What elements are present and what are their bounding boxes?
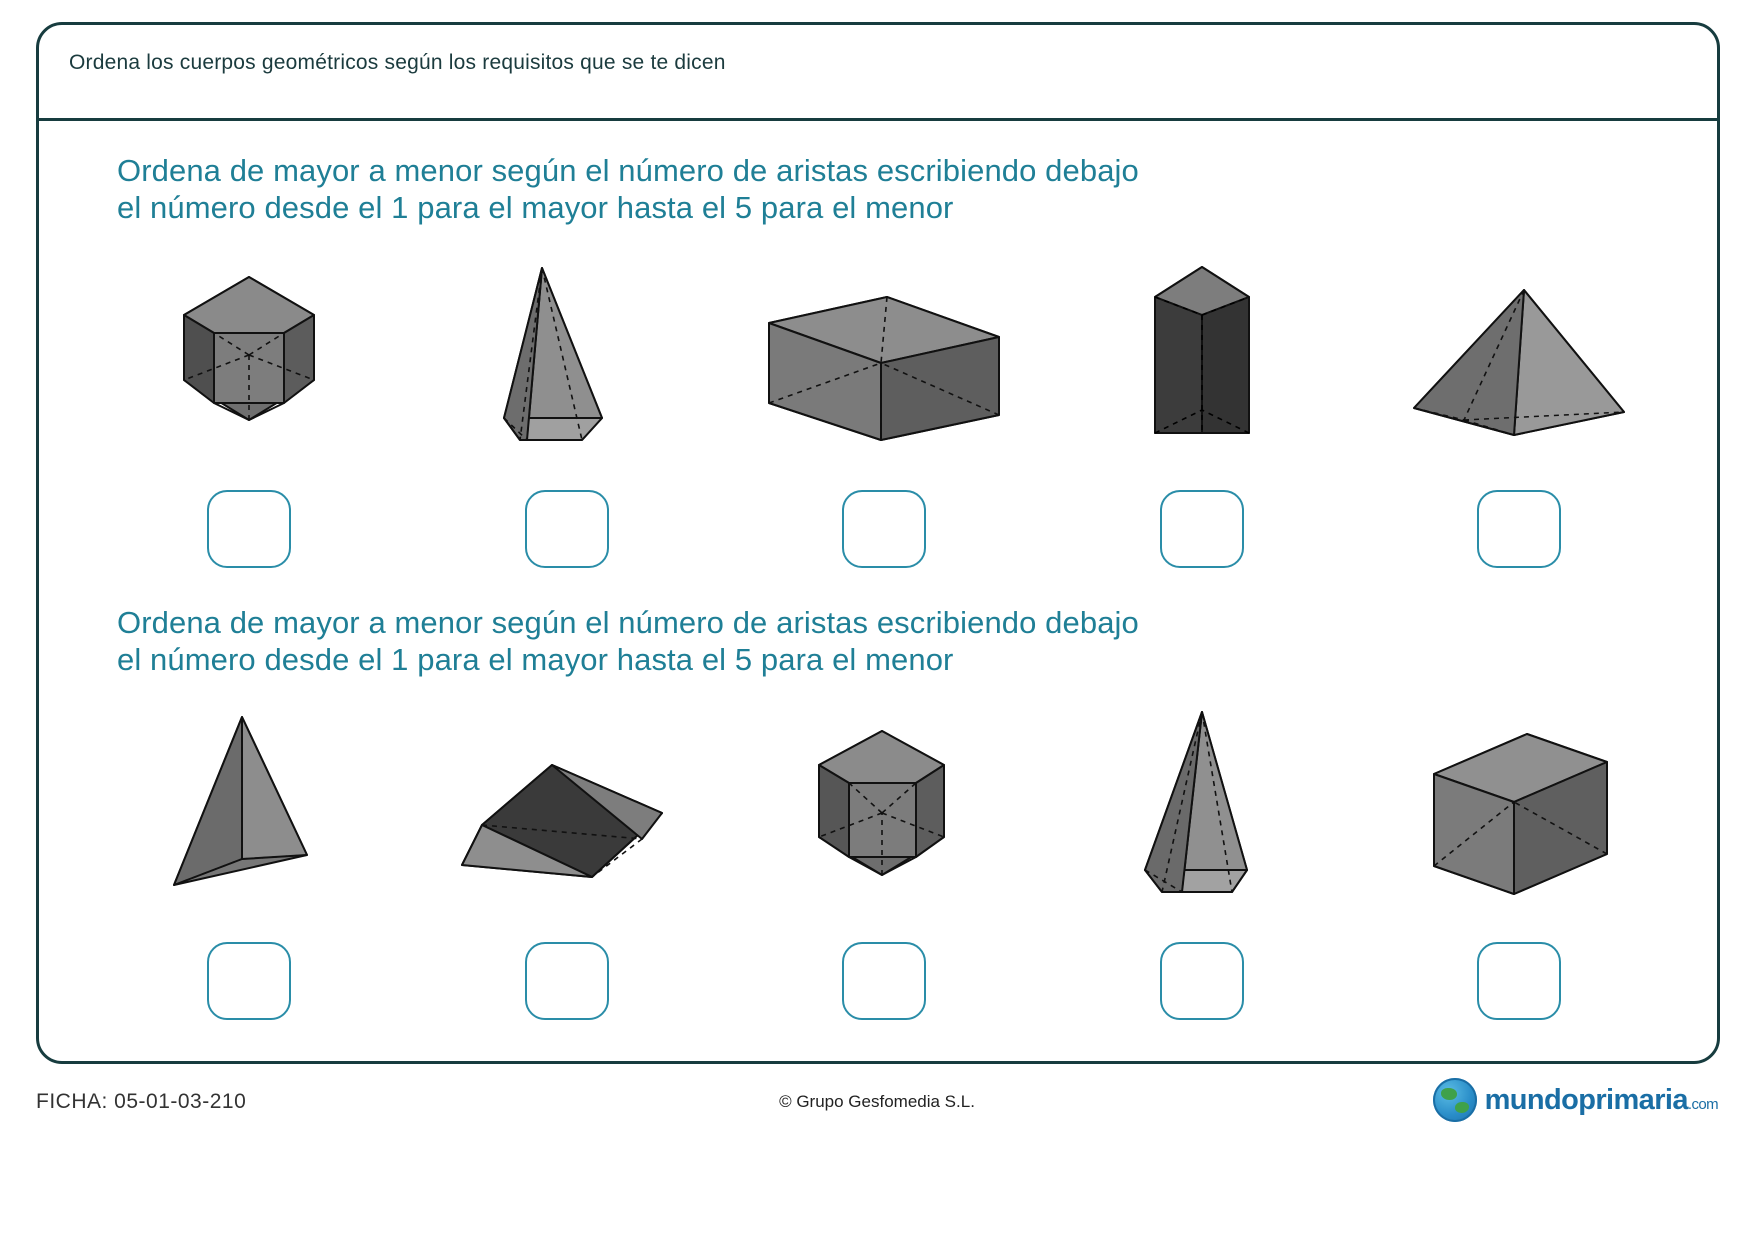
figure-pentagonal-pyramid-tall xyxy=(417,245,717,455)
triangular-prism-horizontal-icon xyxy=(452,747,682,907)
answer-box-2-2[interactable] xyxy=(525,942,609,1020)
answer-boxes-row-2 xyxy=(99,942,1669,1020)
answer-boxes-row-1 xyxy=(99,490,1669,568)
answer-box-1-5[interactable] xyxy=(1477,490,1561,568)
worksheet-footer xyxy=(0,1078,1754,1158)
answer-box-1-4[interactable] xyxy=(1160,490,1244,568)
square-pyramid-wide-icon xyxy=(1404,280,1634,455)
worksheet-header xyxy=(39,25,1717,121)
pentagonal-prism-short-icon xyxy=(794,717,974,907)
answer-box-2-3[interactable] xyxy=(842,942,926,1020)
answer-box-1-3[interactable] xyxy=(842,490,926,568)
answer-cell xyxy=(1369,490,1669,568)
copyright-text: © Grupo Gesfomedia S.L. xyxy=(779,1092,975,1111)
instruction-line-2: el número desde el 1 para el mayor hasta el 5 para el menor xyxy=(117,641,954,677)
figure-rectangular-prism xyxy=(734,245,1034,455)
logo-name: mundoprimaria xyxy=(1484,1083,1688,1116)
ficha-code: FICHA: 05-01-03-210 xyxy=(36,1090,247,1113)
answer-cell xyxy=(99,942,399,1020)
answer-cell xyxy=(417,942,717,1020)
pentagonal-pyramid-tall-icon xyxy=(482,250,652,455)
answer-cell xyxy=(417,490,717,568)
answer-box-1-1[interactable] xyxy=(207,490,291,568)
answer-box-2-1[interactable] xyxy=(207,942,291,1020)
instruction-line-1: Ordena de mayor a menor según el número de aristas escribiendo debajo xyxy=(117,605,1139,640)
answer-cell xyxy=(1052,942,1352,1020)
figures-row-1 xyxy=(99,245,1669,455)
cube-icon xyxy=(1419,722,1619,907)
instruction-text-1 xyxy=(117,153,1517,226)
figure-triangular-pyramid xyxy=(99,697,399,907)
answer-cell xyxy=(1052,490,1352,568)
pentagonal-pyramid-slim-icon xyxy=(1127,702,1277,907)
brand-logo[interactable] xyxy=(1433,1078,1718,1122)
figure-pentagonal-prism xyxy=(99,245,399,455)
instruction-text-2 xyxy=(117,605,1517,678)
answer-box-2-4[interactable] xyxy=(1160,942,1244,1020)
logo-wordmark xyxy=(1485,1084,1718,1117)
pentagonal-prism-icon xyxy=(154,255,344,455)
answer-cell xyxy=(99,490,399,568)
globe-icon xyxy=(1433,1078,1477,1122)
answer-box-1-2[interactable] xyxy=(525,490,609,568)
instruction-line-2: el número desde el 1 para el mayor hasta el 5 para el menor xyxy=(117,189,954,225)
triangular-prism-vertical-icon xyxy=(1127,255,1277,455)
answer-cell xyxy=(734,490,1034,568)
figure-pentagonal-pyramid-slim xyxy=(1052,697,1352,907)
rectangular-prism-icon xyxy=(759,275,1009,455)
figure-cube xyxy=(1369,697,1669,907)
figure-pentagonal-prism-short xyxy=(734,697,1034,907)
figure-triangular-prism-horizontal xyxy=(417,697,717,907)
instruction-line-1: Ordena de mayor a menor según el número de aristas escribiendo debajo xyxy=(117,153,1139,188)
logo-suffix: .com xyxy=(1687,1095,1718,1113)
answer-cell xyxy=(1369,942,1669,1020)
figures-row-2 xyxy=(99,697,1669,907)
answer-cell xyxy=(734,942,1034,1020)
page-title: Ordena los cuerpos geométricos según los requisitos que se te dicen xyxy=(69,51,726,74)
figure-square-pyramid-wide xyxy=(1369,245,1669,455)
answer-box-2-5[interactable] xyxy=(1477,942,1561,1020)
figure-triangular-prism-vertical xyxy=(1052,245,1352,455)
triangular-pyramid-icon xyxy=(162,707,337,907)
worksheet-frame xyxy=(36,22,1720,1064)
